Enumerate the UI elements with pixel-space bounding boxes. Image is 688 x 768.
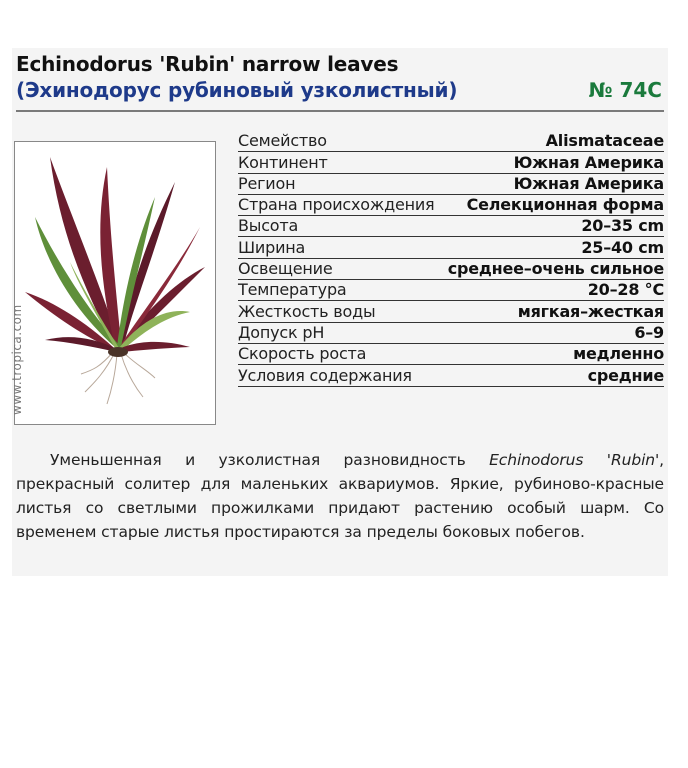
property-label: Жесткость воды [238, 301, 376, 321]
property-row [238, 152, 664, 173]
catalog-number: № 74C [588, 78, 662, 102]
property-row [238, 131, 664, 152]
property-label: Температура [238, 280, 347, 300]
property-row [238, 280, 664, 301]
property-row [238, 259, 664, 280]
properties-table [238, 131, 664, 387]
property-row [238, 237, 664, 258]
property-row [238, 365, 664, 386]
property-value: 20–28 °C [587, 280, 664, 300]
property-label: Освещение [238, 259, 333, 279]
property-value: среднее–очень сильное [447, 259, 664, 279]
property-row [238, 216, 664, 237]
description-part1: Уменьшенная и узколистная разновидность [50, 451, 490, 469]
property-value: Южная Америка [513, 152, 664, 172]
property-label: Страна происхождения [238, 195, 435, 215]
property-value: Южная Америка [513, 173, 664, 193]
property-row [238, 344, 664, 365]
roots [81, 352, 155, 404]
property-row [238, 195, 664, 216]
property-value: Селекционная форма [466, 195, 664, 215]
property-label: Скорость роста [238, 344, 367, 364]
property-label: Допуск pH [238, 322, 325, 342]
property-value: мягкая–жесткая [517, 301, 664, 321]
property-label: Условия содержания [238, 365, 412, 385]
property-label: Высота [238, 216, 299, 236]
plant-crown [108, 347, 128, 357]
property-label: Континент [238, 152, 328, 172]
property-value: медленно [573, 344, 664, 364]
photo-watermark: www.tropica.com [10, 304, 24, 415]
leaves [25, 157, 205, 352]
property-value: средние [587, 365, 664, 385]
property-row [238, 323, 664, 344]
description-part2: , прекрасный солитер для маленьких аквариумов. Яркие, рубиново-красные листья со светлыми прожилками придают растению особый шарм. Со временем старые листья простираются за пределы боковых побегов. [16, 451, 664, 541]
property-value: 20–35 cm [581, 216, 664, 236]
description-species: Echinodorus 'Rubin' [489, 451, 660, 469]
plant-title-russian: (Эхинодорус рубиновый узколистный) [16, 78, 458, 102]
plant-title-latin: Echinodorus 'Rubin' narrow leaves [16, 52, 399, 76]
property-value: Alismataceae [545, 131, 664, 151]
plant-description [16, 448, 664, 544]
property-row [238, 301, 664, 322]
plant-drawing [15, 142, 215, 424]
property-label: Регион [238, 173, 296, 193]
property-label: Семейство [238, 131, 327, 151]
property-value: 6–9 [634, 322, 664, 342]
property-value: 25–40 cm [581, 237, 664, 257]
property-row [238, 174, 664, 195]
plant-illustration [14, 141, 216, 425]
header-divider [16, 110, 664, 112]
property-label: Ширина [238, 237, 306, 257]
